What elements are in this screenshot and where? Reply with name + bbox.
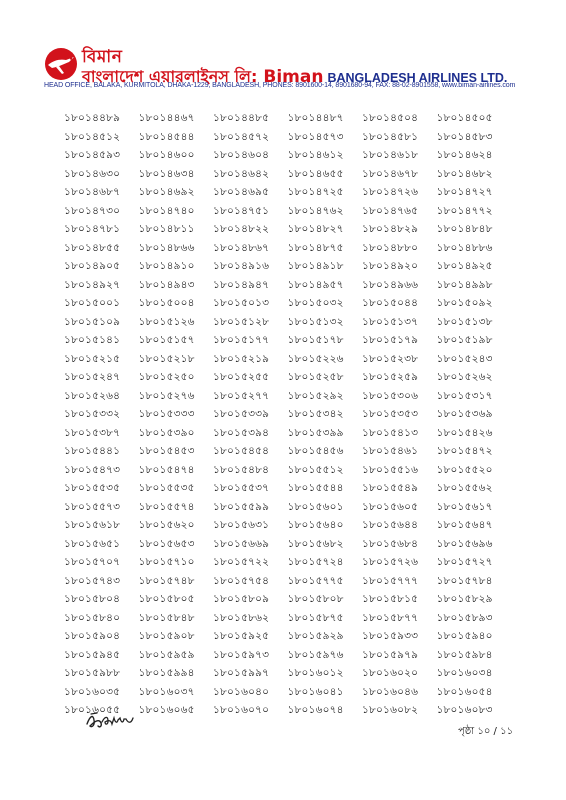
number-cell: ১৮০১৫৯৮৪ bbox=[436, 648, 493, 661]
number-cell: ১৮০১৫৪৭২ bbox=[436, 445, 493, 457]
number-cell: ১৮০১৫৩০৬ bbox=[362, 389, 419, 402]
number-cell: ১৮০১৫৮০৪ bbox=[64, 593, 121, 605]
number-cell: ১৮০১৫৭০৭ bbox=[64, 556, 121, 568]
number-cell: ১৮০১৫৪৭৩ bbox=[64, 463, 121, 476]
number-cell: ১৮০১৫২৪৩ bbox=[436, 352, 493, 365]
number-cell: ১৮০১৫৬৬৯ bbox=[213, 537, 270, 550]
number-cell: ১৮০১৫৫২০ bbox=[436, 463, 493, 476]
number-cell: ১৮০১৪৯৯৮ bbox=[436, 278, 493, 291]
number-cell: ১৮০১৪৬০৪ bbox=[213, 149, 270, 161]
number-cell: ১৮০১৪৫৮১ bbox=[362, 130, 419, 143]
number-cell: ১৮০১৫৮০৯ bbox=[213, 593, 270, 605]
number-cell: ১৮০১৫৬৩১ bbox=[213, 519, 270, 531]
letterhead bbox=[44, 44, 544, 94]
number-cell: ১৮০১৫৯৫৯ bbox=[138, 648, 195, 661]
number-cell: ১৮০১৪৫৭২ bbox=[213, 130, 270, 143]
number-cell: ১৮০১৪৭২৭ bbox=[436, 186, 493, 198]
number-cell: ১৮০১৫৬১৮ bbox=[64, 519, 121, 531]
number-cell: ১৮০১৫৯৯৪ bbox=[138, 667, 195, 679]
number-cell: ১৮০১৫৫৩৫ bbox=[138, 482, 195, 494]
number-cell: ১৮০১৫৮৭৫ bbox=[287, 611, 344, 624]
number-cell: ১৮০১৫৯৭৩ bbox=[213, 648, 270, 661]
number-cell: ১৮০১৫৫৩৫ bbox=[64, 482, 121, 494]
number-cell: ১৮০১৫৩৬৯ bbox=[436, 408, 493, 420]
number-cell: ১৮০১৫০৯২ bbox=[436, 297, 493, 309]
number-cell: ১৮০১৫১৯৮ bbox=[436, 334, 493, 346]
number-cell: ১৮০১৪৯২৭ bbox=[64, 278, 121, 291]
number-cell: ১৮০১৪৮৫৫ bbox=[64, 241, 121, 254]
number-cell: ১৮০১৫৩১৭ bbox=[436, 389, 493, 402]
number-cell: ১৮০১৫৫১২ bbox=[287, 463, 344, 476]
number-cell: ১৮০১৫২৫০ bbox=[138, 371, 195, 383]
number-cell: ১৮০১৫২৪৭ bbox=[64, 371, 121, 383]
number-cell: ১৮০১৪৫৯৩ bbox=[64, 149, 121, 161]
number-cell: ১৮০১৫৯৪৫ bbox=[64, 648, 121, 661]
number-cell: ১৮০১৫৯০৪ bbox=[64, 630, 121, 642]
number-cell: ১৮০১৪৪৮৭ bbox=[287, 112, 344, 124]
number-cell: ১৮০১৬০৬৫ bbox=[138, 704, 195, 716]
number-cell: ১৮০১৫০৪৪ bbox=[362, 297, 419, 309]
number-cell: ১৮০১৫৭৭৫ bbox=[287, 574, 344, 587]
number-cell: ১৮০১৫২১৮ bbox=[138, 352, 195, 365]
number-cell: ১৮০১৪৮৭৫ bbox=[287, 241, 344, 254]
number-cell: ১৮০১৪৮১১ bbox=[138, 223, 195, 235]
number-cell: ১৮০১৬০৫৫ bbox=[64, 704, 121, 716]
number-cell: ১৮০১৪৭৬২ bbox=[287, 204, 344, 217]
number-cell: ১৮০১৪৬৯২ bbox=[138, 186, 195, 198]
number-cell: ১৮০১৫৩৪২ bbox=[287, 408, 344, 420]
number-cell: ১৮০১৫৩৩৯ bbox=[213, 408, 270, 420]
number-cell: ১৮০১৪৬৭৮ bbox=[362, 167, 419, 180]
number-cell: ১৮০১৫৩৮৭ bbox=[64, 426, 121, 439]
number-cell: ১৮০১৪৭৩০ bbox=[64, 204, 121, 217]
number-cell: ১৮০১৪৮২২ bbox=[213, 223, 270, 235]
number-cell: ১৮০১৫৪৮৪ bbox=[213, 463, 270, 476]
number-cell: ১৮০১৫৪৭৪ bbox=[138, 463, 195, 476]
number-cell: ১৮০১৬০৩৭ bbox=[138, 685, 195, 698]
number-cell: ১৮০১৪৪৮৫ bbox=[213, 112, 270, 124]
number-cell: ১৮০১৫৭২৬ bbox=[362, 556, 419, 568]
number-cell: ১৮০১৪৯৬৬ bbox=[362, 278, 419, 291]
number-cell: ১৮০১৫৭১০ bbox=[138, 556, 195, 568]
number-cell: ১৮০১৪৭৪০ bbox=[138, 204, 195, 217]
number-cell: ১৮০১৫২৫৮ bbox=[287, 371, 344, 383]
number-cell: ১৮০১৫৬৯৬ bbox=[436, 537, 493, 550]
number-cell: ১৮০১৪৬৮২ bbox=[436, 167, 493, 180]
number-cell: ১৮০১৫৩৩৩ bbox=[138, 408, 195, 420]
number-cell: ১৮০১৫৩৯৪ bbox=[213, 426, 270, 439]
number-cell: ১৮০১৪৬১২ bbox=[287, 149, 344, 161]
number-cell: ১৮০১৫৫৭৩ bbox=[64, 500, 121, 513]
number-cell: ১৮০১৫৭৪৮ bbox=[138, 574, 195, 587]
number-list bbox=[64, 109, 524, 720]
number-cell: ১৮০১৫৭৮৪ bbox=[436, 574, 493, 587]
number-cell: ১৮০১৫৯৮৮ bbox=[64, 667, 121, 679]
handwritten-signature-icon bbox=[84, 706, 146, 736]
number-cell: ১৮০১৫১২৬ bbox=[138, 315, 195, 328]
number-cell: ১৮০১৪৭২৬ bbox=[362, 186, 419, 198]
number-cell: ১৮০১৫৭২৪ bbox=[287, 556, 344, 568]
number-cell: ১৮০১৫১৪১ bbox=[64, 334, 121, 346]
number-cell: ১৮০১৪৮৬৬ bbox=[138, 241, 195, 254]
number-cell: ১৮০১৪৬৩০ bbox=[64, 167, 121, 180]
number-cell: ১৮০১৬০৮২ bbox=[362, 704, 419, 716]
number-cell: ১৮০১৫১৭৭ bbox=[213, 334, 270, 346]
number-cell: ১৮০১৬০৮৩ bbox=[436, 704, 493, 716]
number-cell: ১৮০১৫২৭৭ bbox=[213, 389, 270, 402]
number-cell: ১৮০১৫৪১৩ bbox=[362, 426, 419, 439]
number-cell: ১৮০১৬০৩৪ bbox=[436, 667, 493, 679]
number-cell: ১৮০১৫৭৭৭ bbox=[362, 574, 419, 587]
number-cell: ১৮০১৫৭৪৩ bbox=[64, 574, 121, 587]
number-cell: ১৮০১৪৬১৮ bbox=[362, 149, 419, 161]
number-cell: ১৮০১৫৪৪১ bbox=[64, 445, 121, 457]
number-cell: ১৮০১৫৯০৮ bbox=[138, 630, 195, 642]
number-cell: ১৮০১৪৬৪২ bbox=[213, 167, 270, 180]
number-cell: ১৮০১৫৩৯৯ bbox=[287, 426, 344, 439]
number-cell: ১৮০১৫৮৯৩ bbox=[436, 611, 493, 624]
number-cell: ১৮০১৬০৭০ bbox=[213, 704, 270, 716]
number-cell: ১৮০১৫৭২৭ bbox=[436, 556, 493, 568]
number-cell: ১৮০১৫৯৪০ bbox=[436, 630, 493, 642]
number-cell: ১৮০১৫৯৯৭ bbox=[213, 667, 270, 679]
number-cell: ১৮০১৪৯৪৩ bbox=[138, 278, 195, 291]
number-cell: ১৮০১৫১৩৭ bbox=[362, 315, 419, 328]
number-cell: ১৮০১৪৫১২ bbox=[64, 130, 121, 143]
number-cell: ১৮০১৫৯৩৩ bbox=[362, 630, 419, 642]
number-cell: ১৮০১৪৮৮৬ bbox=[436, 241, 493, 254]
number-cell: ১৮০১৪৮৪৮ bbox=[436, 223, 493, 235]
number-cell: ১৮০১৫৬৮৪ bbox=[362, 537, 419, 550]
number-cell: ১৮০১৪৭৬৫ bbox=[362, 204, 419, 217]
number-cell: ১৮০১৫৮৬২ bbox=[213, 611, 270, 624]
number-cell: ১৮০১৫৫৩৭ bbox=[213, 482, 270, 494]
number-cell: ১৮০১৬০৪১ bbox=[287, 685, 344, 698]
number-cell: ১৮০১৫২৩৮ bbox=[362, 352, 419, 365]
brand-bangla-top: বিমান bbox=[82, 47, 123, 67]
number-cell: ১৮০১৫৭৫৪ bbox=[213, 574, 270, 587]
biman-stork-logo-icon bbox=[44, 47, 78, 81]
number-cell: ১৮০১৬০৪০ bbox=[213, 685, 270, 698]
number-cell: ১৮০১৫৮২৯ bbox=[436, 593, 493, 605]
number-cell: ১৮০১৫৬৮২ bbox=[287, 537, 344, 550]
head-office-address: HEAD OFFICE, BALAKA, KURMITOLA, DHAKA-1229, BANGLADESH, PHONES: 8901600-14, 8901680-94, FAX: 88-02-8901558, www.biman-airlines.com bbox=[44, 82, 516, 89]
number-cell: ১৮০১৪৬২৪ bbox=[436, 149, 493, 161]
number-cell: ১৮০১৫৮০৮ bbox=[287, 593, 344, 605]
number-cell: ১৮০১৪৯৫৭ bbox=[287, 278, 344, 291]
number-cell: ১৮০১৫১০৯ bbox=[64, 315, 121, 328]
number-cell: ১৮০১৪৬৫৫ bbox=[287, 167, 344, 180]
number-cell: ১৮০১৫১৩৮ bbox=[436, 315, 493, 328]
number-cell: ১৮০১৫৩৫৩ bbox=[362, 408, 419, 420]
number-cell: ১৮০১৫৭২২ bbox=[213, 556, 270, 568]
number-cell: ১৮০১৪৬৮৭ bbox=[64, 186, 121, 198]
number-cell: ১৮০১৪৭৭২ bbox=[436, 204, 493, 217]
number-cell: ১৮০১৫৬৪৭ bbox=[436, 519, 493, 531]
number-cell: ১৮০১৪৬০০ bbox=[138, 149, 195, 161]
number-cell: ১৮০১৫০১৩ bbox=[213, 297, 270, 309]
number-cell: ১৮০১৫৬৪০ bbox=[287, 519, 344, 531]
number-cell: ১৮০১৫৫১৬ bbox=[362, 463, 419, 476]
number-cell: ১৮০১৪৬৯৫ bbox=[213, 186, 270, 198]
number-cell: ১৮০১৪৫৮৩ bbox=[436, 130, 493, 143]
number-cell: ১৮০১৫২৯২ bbox=[287, 389, 344, 402]
number-cell: ১৮০১৫৪৬১ bbox=[362, 445, 419, 457]
number-cell: ১৮০১৪৬৩৪ bbox=[138, 167, 195, 180]
number-cell: ১৮০১৫৬৫১ bbox=[64, 537, 121, 550]
number-cell: ১৮০১৫০০৪ bbox=[138, 297, 195, 309]
number-cell: ১৮০১৬০৪৬ bbox=[362, 685, 419, 698]
number-cell: ১৮০১৪৯১০ bbox=[138, 260, 195, 272]
number-cell: ১৮০১৫১৭৮ bbox=[287, 334, 344, 346]
number-cell: ১৮০১৫৪২৬ bbox=[436, 426, 493, 439]
number-cell: ১৮০১৫২৬৪ bbox=[64, 389, 121, 402]
number-cell: ১৮০১৫৫৬২ bbox=[436, 482, 493, 494]
number-cell: ১৮০১৫৫৪৪ bbox=[287, 482, 344, 494]
number-cell: ১৮০১৫৪৫৪ bbox=[213, 445, 270, 457]
number-cell: ১৮০১৬০৫৪ bbox=[436, 685, 493, 698]
number-cell: ১৮০১৫৬০৫ bbox=[362, 500, 419, 513]
number-cell: ১৮০১৫১৭৯ bbox=[362, 334, 419, 346]
number-cell: ১৮০১৫৫৪৯ bbox=[362, 482, 419, 494]
number-cell: ১৮০১৫২১৫ bbox=[64, 352, 121, 365]
number-cell: ১৮০১৬০৭৪ bbox=[287, 704, 344, 716]
number-cell: ১৮০১৪৯১৮ bbox=[287, 260, 344, 272]
number-cell: ১৮০১৫২১৯ bbox=[213, 352, 270, 365]
number-cell: ১৮০১৫০০১ bbox=[64, 297, 121, 309]
number-cell: ১৮০১৫৯২৯ bbox=[287, 630, 344, 642]
number-cell: ১৮০১৫০৩২ bbox=[287, 297, 344, 309]
number-cell: ১৮০১৪৯৪৭ bbox=[213, 278, 270, 291]
brand-biman: Biman bbox=[263, 67, 324, 87]
number-cell: ১৮০১৫৯৭৯ bbox=[362, 648, 419, 661]
number-cell: ১৮০১৫৮১৫ bbox=[362, 593, 419, 605]
number-cell: ১৮০১৫৬৫৩ bbox=[138, 537, 195, 550]
number-cell: ১৮০১৫৮৭৭ bbox=[362, 611, 419, 624]
number-cell: ১৮০১৫৬৪৪ bbox=[362, 519, 419, 531]
number-cell: ১৮০১৬০২০ bbox=[362, 667, 419, 679]
number-cell: ১৮০১৪৪৬৭ bbox=[138, 112, 195, 124]
number-cell: ১৮০১৫৩৩২ bbox=[64, 408, 121, 420]
number-cell: ১৮০১৬০১২ bbox=[287, 667, 344, 679]
number-cell: ১৮০১৫৩৯০ bbox=[138, 426, 195, 439]
number-cell: ১৮০১৪৯২০ bbox=[362, 260, 419, 272]
number-cell: ১৮০১৪৭২৫ bbox=[287, 186, 344, 198]
number-cell: ১৮০১৪৫৭৩ bbox=[287, 130, 344, 143]
number-cell: ১৮০১৪৪৮৯ bbox=[64, 112, 121, 124]
number-cell: ১৮০১৫১৫৭ bbox=[138, 334, 195, 346]
page-number: পৃষ্ঠা ১০ / ১১ bbox=[458, 726, 514, 737]
number-cell: ১৮০১৪৫০৪ bbox=[362, 112, 419, 124]
number-cell: ১৮০১৫১৩২ bbox=[287, 315, 344, 328]
number-cell: ১৮০১৪৯২৫ bbox=[436, 260, 493, 272]
number-cell: ১৮০১৫৮০৫ bbox=[138, 593, 195, 605]
number-cell: ১৮০১৫৬১৭ bbox=[436, 500, 493, 513]
number-cell: ১৮০১৫৬০১ bbox=[287, 500, 344, 513]
number-cell: ১৮০১৫৪৫৬ bbox=[287, 445, 344, 457]
number-cell: ১৮০১৪৯০৫ bbox=[64, 260, 121, 272]
number-cell: ১৮০১৬০৩৫ bbox=[64, 685, 121, 698]
number-cell: ১৮০১৪৫০৫ bbox=[436, 112, 493, 124]
number-cell: ১৮০১৪৭৮১ bbox=[64, 223, 121, 235]
number-cell: ১৮০১৫২৫৯ bbox=[362, 371, 419, 383]
number-cell: ১৮০১৫২৭৬ bbox=[138, 389, 195, 402]
number-cell: ১৮০১৫৮৪৮ bbox=[138, 611, 195, 624]
number-cell: ১৮০১৫৫৯৯ bbox=[213, 500, 270, 513]
number-cell: ১৮০১৫৫৭৪ bbox=[138, 500, 195, 513]
number-cell: ১৮০১৫২৬২ bbox=[436, 371, 493, 383]
number-cell: ১৮০১৪৮২৯ bbox=[362, 223, 419, 235]
brand-bangla-name: বাংলাদেশ এয়ারলাইনস লি: bbox=[82, 67, 258, 86]
number-cell: ১৮০১৫২২৬ bbox=[287, 352, 344, 365]
number-cell: ১৮০১৪৯১৬ bbox=[213, 260, 270, 272]
number-cell: ১৮০১৪৫৪৪ bbox=[138, 130, 195, 143]
number-cell: ১৮০১৫২৫৫ bbox=[213, 371, 270, 383]
brand-english-name: BANGLADESH AIRLINES LTD. bbox=[327, 71, 508, 85]
number-cell: ১৮০১৫৯৭৬ bbox=[287, 648, 344, 661]
number-cell: ১৮০১৪৮২৭ bbox=[287, 223, 344, 235]
number-cell: ১৮০১৪৮৮০ bbox=[362, 241, 419, 254]
number-cell: ১৮০১৫৮৪০ bbox=[64, 611, 121, 624]
number-cell: ১৮০১৪৭৫১ bbox=[213, 204, 270, 217]
number-cell: ১৮০১৫৯২৫ bbox=[213, 630, 270, 642]
number-cell: ১৮০১৫৬২০ bbox=[138, 519, 195, 531]
number-cell: ১৮০১৫১২৮ bbox=[213, 315, 270, 328]
number-cell: ১৮০১৫৪৫৩ bbox=[138, 445, 195, 457]
number-cell: ১৮০১৪৮৬৭ bbox=[213, 241, 270, 254]
